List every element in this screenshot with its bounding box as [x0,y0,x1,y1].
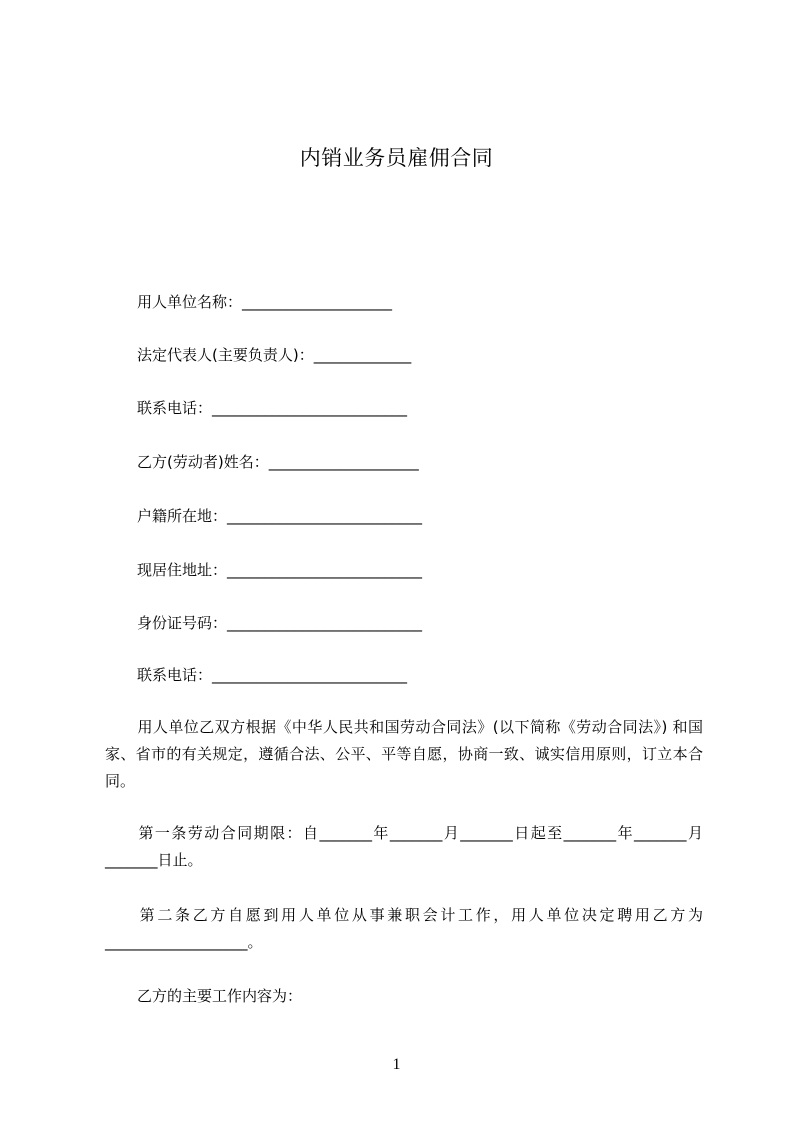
employee-name-field: 乙方(劳动者)姓名：____________________ [137,453,419,471]
legal-representative-field: 法定代表人(主要负责人)：_____________ [137,346,412,364]
employer-name-field: 用人单位名称：____________________ [137,293,393,311]
document-title: 内销业务员雇佣合同 [299,146,494,170]
employee-phone-field: 联系电话：__________________________ [137,666,408,684]
preamble-paragraph [105,714,703,795]
employer-phone-field: 联系电话：__________________________ [137,399,408,417]
duties-heading: 乙方的主要工作内容为： [137,987,303,1005]
household-register-field: 户籍所在地：__________________________ [137,507,423,525]
article-1-paragraph [105,820,703,874]
preamble-text: 用人单位乙双方根据《中华人民共和国劳动合同法》(以下简称《劳动合同法》) 和国家、省市的有关规定，遵循合法、公平、平等自愿，协商一致、诚实信用原则，订立本合同。 [105,718,703,790]
id-number-field: 身份证号码：__________________________ [137,614,423,632]
current-address-field: 现居住地址：__________________________ [137,561,423,579]
article-2-paragraph [105,902,703,956]
article-1-text: 第一条劳动合同期限：自_______年_______月_______日起至_______年_______月_______日止。 [105,824,703,869]
article-2-text: 第二条乙方自愿到用人单位从事兼职会计工作，用人单位决定聘用乙方为___________________。 [105,906,703,951]
page-number: 1 [392,1056,401,1073]
